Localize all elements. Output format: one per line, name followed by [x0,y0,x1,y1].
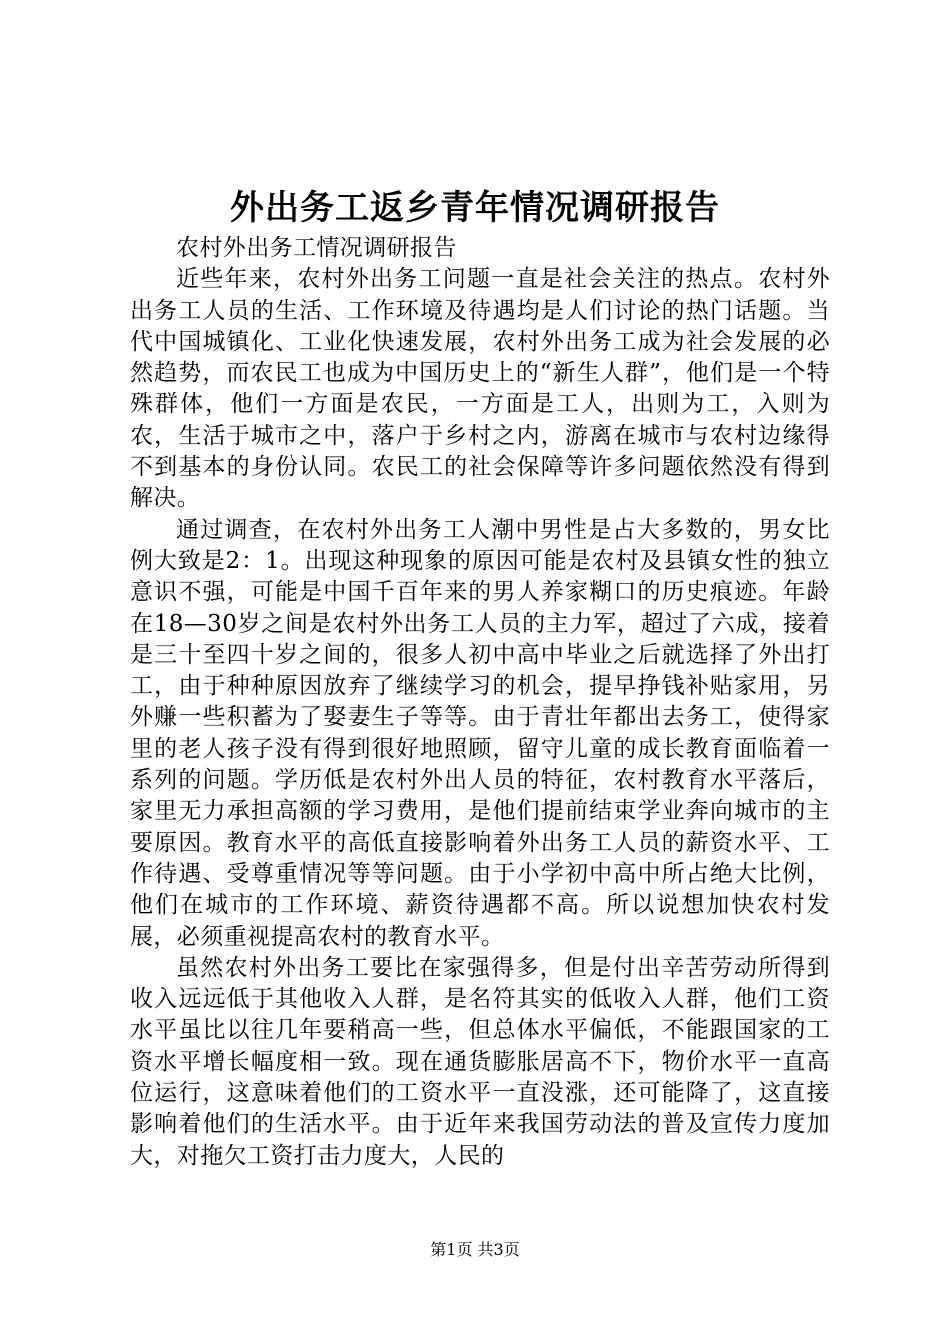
paragraph-2: 通过调查，在农村外出务工人潮中男性是占大多数的，男女比例大致是2：1。出现这种现象的原因可能是农村及县镇女性的独立意识不强，可能是中国千百年来的男人养家糊口的历史痕迹。年龄在18—30岁之间是农村外出务工人员的主力军，超过了六成，接着是三十至四十岁之间的，很多人初中高中毕业之后就选择了外出打工，由于种种原因放弃了继续学习的机会，提早挣钱补贴家用，另外赚一些积蓄为了娶妻生子等等。由于青壮年都出去务工，使得家里的老人孩子没有得到很好地照顾，留守儿童的成长教育面临着一系列的问题。学历低是农村外出人员的特征，农村教育水平落后，家里无力承担高额的学习费用，是他们提前结束学业奔向城市的主要原因。教育水平的高低直接影响着外出务工人员的薪资水平、工作待遇、受尊重情况等等问题。由于小学初中高中所占绝大比例，他们在城市的工作环境、薪资待遇都不高。所以说想加快农村发展，必须重视提高农村的教育水平。 [130,516,830,950]
document-subtitle: 农村外出务工情况调研报告 [176,235,457,261]
document-body [130,233,830,1172]
paragraph-3: 虽然农村外出务工要比在家强得多，但是付出辛苦劳动所得到收入远远低于其他收入人群，是名符其实的低收入人群，他们工资水平虽比以往几年要稍高一些，但总体水平偏低，不能跟国家的工资水平增长幅度相一致。现在通货膨胀居高不下，物价水平一直高位运行，这意味着他们的工资水平一直没涨，还可能降了，这直接影响着他们的生活水平。由于近年来我国劳动法的普及宣传力度加大，对拖欠工资打击力度大，人民的 [130,954,830,1169]
paragraph-1: 近些年来，农村外出务工问题一直是社会关注的热点。农村外出务工人员的生活、工作环境及待遇均是人们讨论的热门话题。当代中国城镇化、工业化快速发展，农村外出务工成为社会发展的必然趋势，而农民工也成为中国历史上的“新生人群”，他们是一个特殊群体，他们一方面是农民，一方面是工人，出则为工，入则为农，生活于城市之中，落户于乡村之内，游离在城市与农村边缘得不到基本的身份认同。农民工的社会保障等许多问题依然没有得到解决。 [130,266,830,512]
page-number-footer: 第1页 共3页 [430,1240,520,1259]
document-title: 外出务工返乡青年情况调研报告 [230,188,720,228]
